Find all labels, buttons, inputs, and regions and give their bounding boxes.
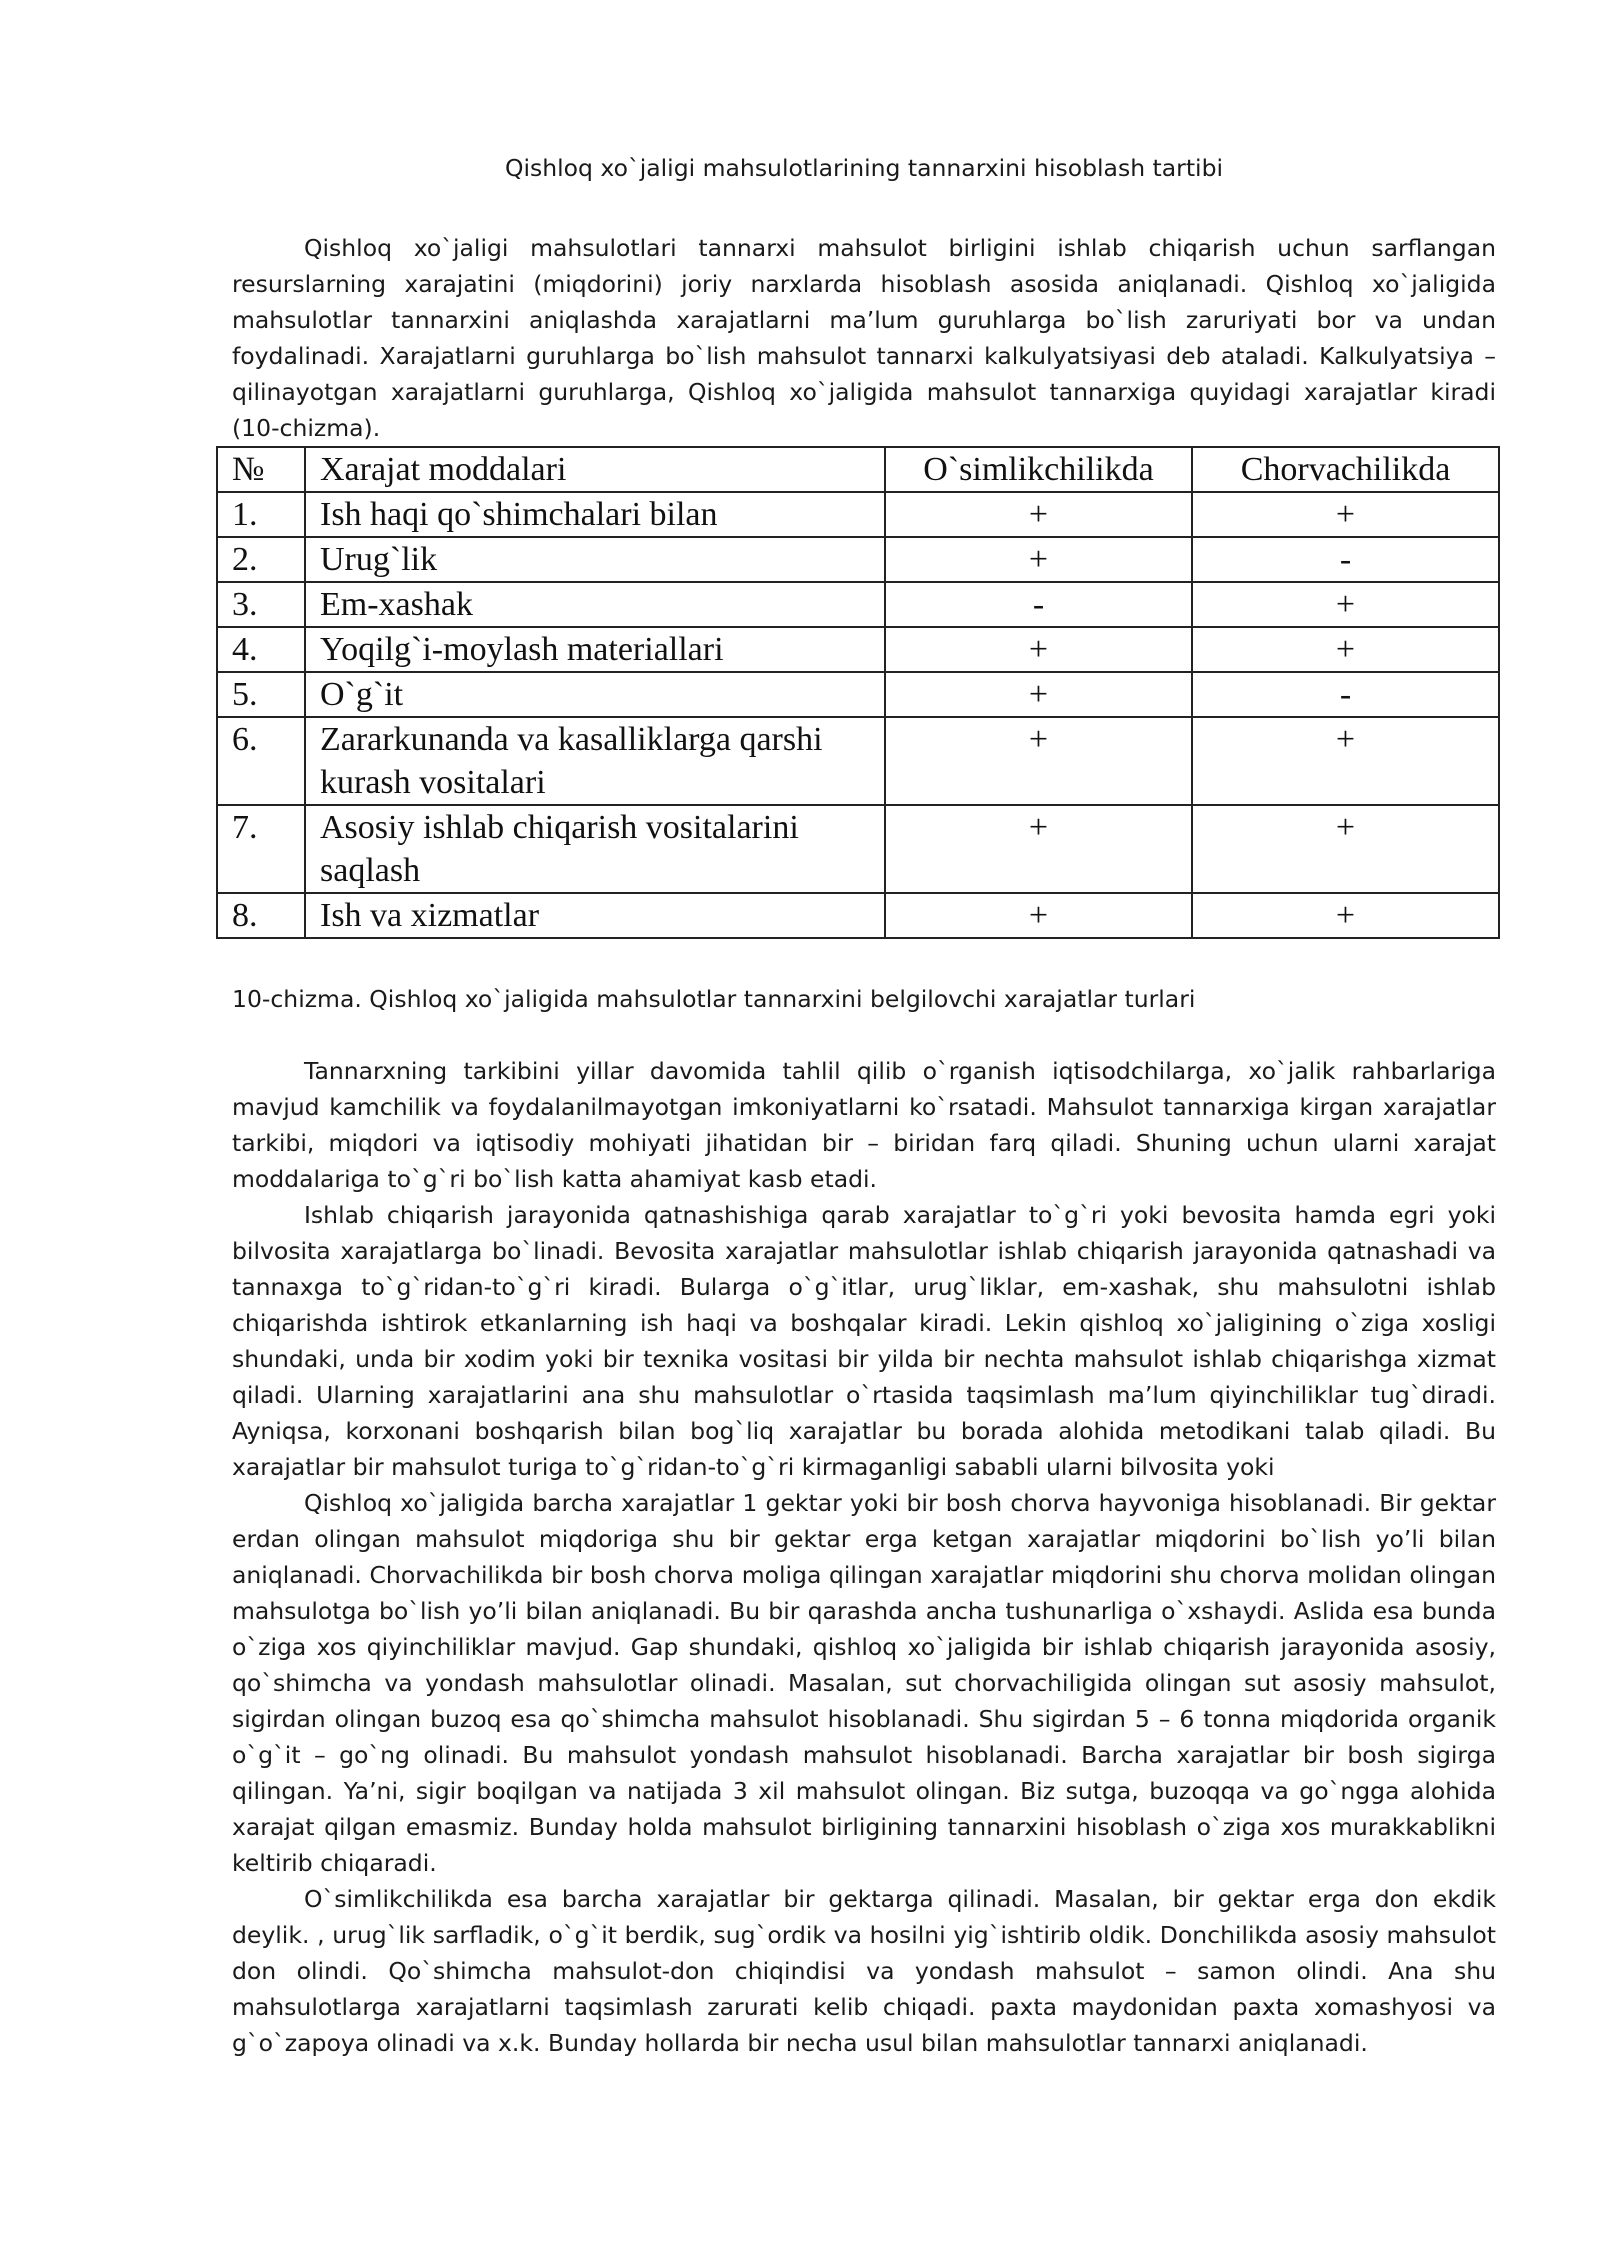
table-caption: 10-chizma. Qishloq xo`jaligida mahsulotlar tannarxini belgilovchi xarajatlar turlari: [232, 985, 1196, 1013]
body-paragraph: Qishloq xo`jaligida barcha xarajatlar 1 gektar yoki bir bosh chorva hayvoniga hisoblanadi. Bir gektar erdan olingan mahsulot miqdoriga shu bir gektar erga ketgan xarajatlar miqdorini bo`lish yo’li bilan aniqlanadi. Chorvachilikda bir bosh chorva moliga qilingan xarajatlar miqdorini shu chorva molidan olingan mahsulotga bo`lish yo’li bilan aniqlanadi. Bu bir qarashda ancha tushunarliga o`xshaydi. Aslida esa bunda o`ziga xos qiyinchiliklar mavjud. Gap shundaki, qishloq xo`jaligida bir ishlab chiqarish jarayonida asosiy, qo`shimcha va yondash mahsulotlar olinadi. Masalan, sut chorvachiligida olingan sut asosiy mahsulot, sigirdan olingan buzoq esa qo`shimcha mahsulot hisoblanadi. Shu sigirdan 5 – 6 tonna miqdorida organik o`g`it – go`ng olinadi. Bu mahsulot yondash mahsulot hisoblanadi. Barcha xarajatlar bir bosh sigirga qilingan. Ya’ni, sigir boqilgan va natijada 3 xil mahsulot olingan. Biz sutga, buzoqqa va go`ngga alohida xarajat qilgan emasmiz. Bunday holda mahsulot birligining tannarxini hisoblash o`ziga xos murakkablikni keltirib chiqaradi.: [232, 1489, 1496, 1877]
row-cost-item: Urug`lik: [305, 537, 885, 582]
row-cost-item: Ish haqi qo`shimchalari bilan: [305, 492, 885, 537]
table-row: [217, 893, 1499, 938]
table-row: [217, 717, 1499, 805]
row-cost-item: Ish va xizmatlar: [305, 893, 885, 938]
cost-items-table: [216, 446, 1500, 939]
row-plant-mark: +: [885, 717, 1192, 805]
row-plant-mark: +: [885, 537, 1192, 582]
row-number: 4.: [217, 627, 305, 672]
body-paragraph: Tannarxning tarkibini yillar davomida tahlil qilib o`rganish iqtisodchilarga, xo`jalik rahbarlariga mavjud kamchilik va foydalanilmayotgan imkoniyatlarni ko`rsatadi. Mahsulot tannarxiga kirgan xarajatlar tarkibi, miqdori va iqtisodiy mohiyati jihatidan bir – biridan farq qiladi. Shuning uchun ularni xarajat moddalariga to`g`ri bo`lish katta ahamiyat kasb etadi.: [232, 1057, 1496, 1193]
table-row: [217, 805, 1499, 893]
table-row: [217, 672, 1499, 717]
row-cost-item: Yoqilg`i-moylash materiallari: [305, 627, 885, 672]
document-page: [232, 150, 1496, 2061]
row-number: 8.: [217, 893, 305, 938]
row-plant-mark: +: [885, 805, 1192, 893]
row-plant-mark: +: [885, 893, 1192, 938]
row-cost-item: O`g`it: [305, 672, 885, 717]
header-cost-items: Xarajat moddalari: [305, 447, 885, 492]
row-livestock-mark: +: [1192, 582, 1499, 627]
row-livestock-mark: -: [1192, 537, 1499, 582]
row-cost-item: Zararkunanda va kasalliklarga qarshi kurash vositalari: [305, 717, 885, 805]
row-plant-mark: +: [885, 672, 1192, 717]
table-row: [217, 492, 1499, 537]
header-livestock: Chorvachilikda: [1192, 447, 1499, 492]
header-number: №: [217, 447, 305, 492]
header-plant: O`simlikchilikda: [885, 447, 1192, 492]
row-livestock-mark: +: [1192, 492, 1499, 537]
row-number: 5.: [217, 672, 305, 717]
body-paragraph: Ishlab chiqarish jarayonida qatnashishiga qarab xarajatlar to`g`ri yoki bevosita hamda egri yoki bilvosita xarajatlarga bo`linadi. Bevosita xarajatlar mahsulotlar ishlab chiqarish jarayonida qatnashadi va tannaxga to`g`ridan-to`g`ri kiradi. Bularga o`g`itlar, urug`liklar, em-xashak, shu mahsulotni ishlab chiqarishda ishtirok etkanlarning ish haqi va boshqalar kiradi. Lekin qishloq xo`jaligining o`ziga xosligi shundaki, unda bir xodim yoki bir texnika vositasi bir yilda bir nechta mahsulot ishlab chiqarishga xizmat qiladi. Ularning xarajatlarini ana shu mahsulotlar o`rtasida taqsimlash ma’lum qiyinchiliklar tug`diradi. Ayniqsa, korxonani boshqarish bilan bog`liq xarajatlar bu borada alohida metodikani talab qiladi. Bu xarajatlar bir mahsulot turiga to`g`ridan-to`g`ri kirmaganligi sababli ularni bilvosita yoki: [232, 1201, 1496, 1481]
row-cost-item: Em-xashak: [305, 582, 885, 627]
row-livestock-mark: +: [1192, 893, 1499, 938]
row-number: 1.: [217, 492, 305, 537]
table-row: [217, 537, 1499, 582]
row-livestock-mark: +: [1192, 805, 1499, 893]
row-livestock-mark: -: [1192, 672, 1499, 717]
row-livestock-mark: +: [1192, 627, 1499, 672]
table-row: [217, 582, 1499, 627]
row-number: 7.: [217, 805, 305, 893]
table-row: [217, 627, 1499, 672]
row-number: 3.: [217, 582, 305, 627]
row-number: 6.: [217, 717, 305, 805]
body-paragraph: O`simlikchilikda esa barcha xarajatlar bir gektarga qilinadi. Masalan, bir gektar erga don ekdik deylik. , urug`lik sarfladik, o`g`it berdik, sug`ordik va hosilni yig`ishtirib oldik. Donchilikda asosiy mahsulot don olindi. Qo`shimcha mahsulot-don chiqindisi va yondash mahsulot – samon olindi. Ana shu mahsulotlarga xarajatlarni taqsimlash zarurati kelib chiqadi. paxta maydonidan paxta xomashyosi va g`o`zapoya olinadi va x.k. Bunday hollarda bir necha usul bilan mahsulotlar tannarxi aniqlanadi.: [232, 1885, 1496, 2057]
document-title: Qishloq xo`jaligi mahsulotlarining tannarxini hisoblash tartibi: [504, 154, 1224, 182]
row-plant-mark: +: [885, 627, 1192, 672]
row-number: 2.: [217, 537, 305, 582]
row-cost-item: Asosiy ishlab chiqarish vositalarini saqlash: [305, 805, 885, 893]
row-livestock-mark: +: [1192, 717, 1499, 805]
row-plant-mark: -: [885, 582, 1192, 627]
table-header-row: [217, 447, 1499, 492]
intro-paragraph: Qishloq xo`jaligi mahsulotlari tannarxi mahsulot birligini ishlab chiqarish uchun sarflangan resurslarning xarajatini (miqdorini) joriy narxlarda hisoblash asosida aniqlanadi. Qishloq xo`jaligida mahsulotlar tannarxini aniqlashda xarajatlarni ma’lum guruhlarga bo`lish zaruriyati bor va undan foydalinadi. Xarajatlarni guruhlarga bo`lish mahsulot tannarxi kalkulyatsiyasi deb ataladi. Kalkulyatsiya – qilinayotgan xarajatlarni guruhlarga, Qishloq xo`jaligida mahsulot tannarxiga quyidagi xarajatlar kiradi (10-chizma).: [232, 234, 1496, 442]
row-plant-mark: +: [885, 492, 1192, 537]
